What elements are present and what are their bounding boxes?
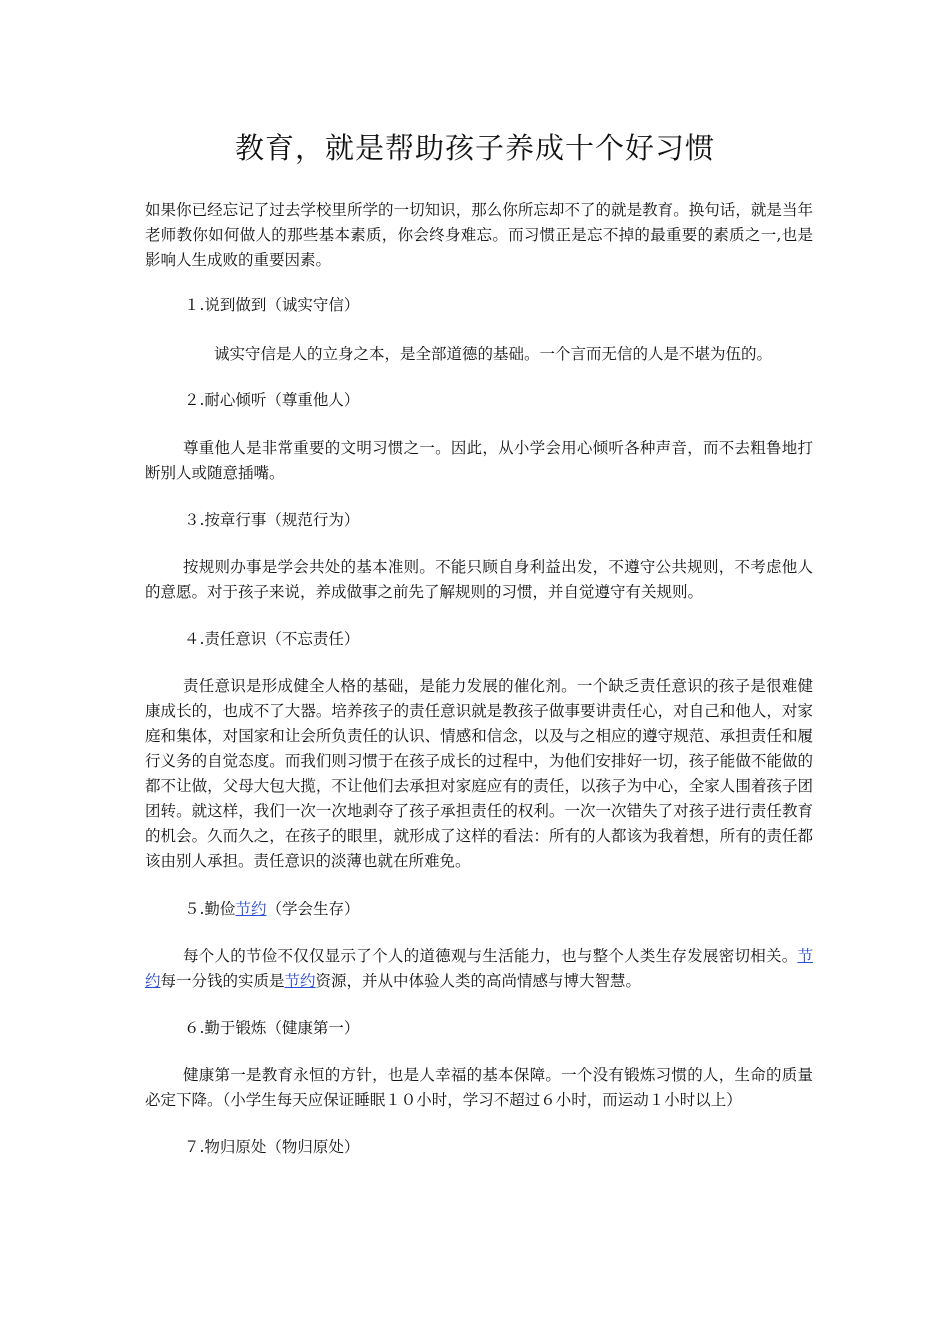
section-body-6: 健康第一是教育永恒的方针，也是人幸福的基本保障。一个没有锻炼习惯的人，生命的质量必定下降。（小学生每天应保证睡眠１０小时，学习不超过６小时，而运动１小时以上）: [145, 1066, 813, 1109]
section-body-5: [145, 944, 813, 994]
section-heading-1: １.说到做到（诚实守信）: [184, 296, 360, 314]
saving-link[interactable]: 节约: [235, 900, 267, 918]
section-body-5-b: 每一分钱的实质是: [160, 972, 285, 990]
saving-link-3[interactable]: 节约: [284, 972, 316, 990]
section-body-4: 责任意识是形成健全人格的基础，是能力发展的催化剂。一个缺乏责任意识的孩子是很难健康成长的，也成不了大器。培养孩子的责任意识就是教孩子做事要讲责任心，对自己和他人，对家庭和集体，对国家和让会所负责任的认识、情感和信念，以及与之相应的遵守规范、承担责任和履行义务的自觉态度。而我们则习惯于在孩子成长的过程中，为他们安排好一切，孩子能做不能做的都不让做，父母大包大揽，不让他们去承担对家庭应有的责任，以孩子为中心，全家人围着孩子团团转。就这样，我们一次一次地剥夺了孩子承担责任的权利。一次一次错失了对孩子进行责任教育的机会。久而久之，在孩子的眼里，就形成了这样的看法：所有的人都该为我着想，所有的责任都该由别人承担。责任意识的淡薄也就在所难免。: [145, 677, 813, 870]
section-heading-5: [184, 897, 359, 922]
section-body-2: 尊重他人是非常重要的文明习惯之一。因此，从小学会用心倾听各种声音，而不去粗鲁地打断别人或随意插嘴。: [145, 439, 813, 482]
section-body-5-a: 每个人的节俭不仅仅显示了个人的道德观与生活能力，也与整个人类生存发展密切相关。: [183, 947, 798, 965]
section-heading-5-post: （学会生存）: [266, 900, 360, 918]
section-body-1: 诚实守信是人的立身之本，是全部道德的基础。一个言而无信的人是不堪为伍的。: [214, 345, 773, 363]
page-title: 教育，就是帮助孩子养成十个好习惯: [234, 131, 715, 165]
section-heading-5-pre: ５.勤俭: [184, 900, 236, 918]
section-body-3: 按规则办事是学会共处的基本准则。不能只顾自身利益出发，不遵守公共规则，不考虑他人的意愿。对于孩子来说，养成做事之前先了解规则的习惯，并自觉遵守有关规则。: [145, 558, 813, 601]
section-heading-7: ７.物归原处（物归原处）: [184, 1138, 360, 1156]
section-heading-3: ３.按章行事（规范行为）: [184, 511, 360, 529]
section-body-5-c: 资源，并从中体验人类的高尚情感与博大智慧。: [315, 972, 642, 990]
section-heading-6: ６.勤于锻炼（健康第一）: [184, 1019, 360, 1037]
section-heading-2: ２.耐心倾听（尊重他人）: [184, 391, 360, 409]
saving-link-2[interactable]: 节约: [145, 947, 813, 990]
intro-paragraph: 如果你已经忘记了过去学校里所学的一切知识，那么你所忘却不了的就是教育。换句话，就是当年老师教你如何做人的那些基本素质，你会终身难忘。而习惯正是忘不掉的最重要的素质之一,也是影响人生成败的重要因素。: [145, 201, 813, 269]
section-heading-4: ４.责任意识（不忘责任）: [184, 630, 360, 648]
